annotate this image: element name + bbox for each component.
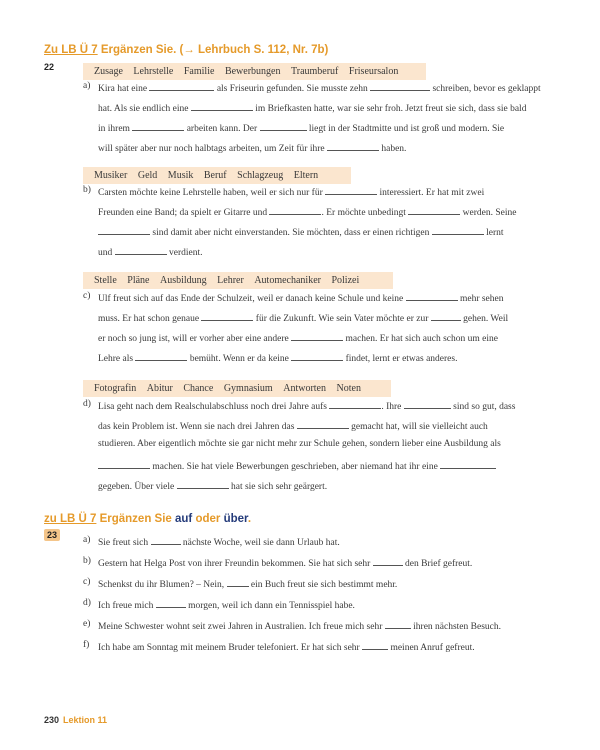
- word-bank-item: Gymnasium: [223, 383, 273, 394]
- text-line: [98, 577, 397, 590]
- blank-gap[interactable]: [373, 556, 403, 566]
- blank-gap[interactable]: [327, 141, 379, 151]
- sentence-text: gemacht hat, will sie vielleicht auch: [348, 422, 488, 432]
- sentence-text: werden. Seine: [460, 208, 517, 218]
- text-line: [98, 331, 498, 344]
- blank-gap[interactable]: [98, 225, 150, 235]
- word-bank: [83, 63, 426, 80]
- blank-gap[interactable]: [149, 81, 214, 91]
- page-footer: [44, 715, 107, 725]
- word-bank-item: Schlagzeug: [237, 170, 284, 181]
- text-line: [98, 311, 508, 324]
- sentence-text: morgen, weil ich dann ein Tennisspiel habe.: [185, 601, 355, 611]
- sentence-text: muss. Er hat schon genaue: [98, 314, 202, 324]
- exercise-instruction-23: Ergänzen Sie: [96, 513, 175, 525]
- item-label: a): [83, 81, 91, 91]
- sentence-text: hat. Als sie endlich eine: [98, 104, 191, 114]
- sentence-text: Lisa geht nach dem Realschulabschluss noch drei Jahre aufs: [98, 402, 330, 412]
- blank-gap[interactable]: [297, 419, 349, 429]
- section-23-heading: [44, 513, 251, 525]
- sentence-text: will später aber nur noch halbtags arbeiten, um Zeit für ihre: [98, 144, 327, 154]
- sentence-text: sind damit aber nicht einverstanden. Sie möchten, dass er einen richtigen: [150, 228, 432, 238]
- word-bank-item: Eltern: [293, 170, 319, 181]
- blank-gap[interactable]: [227, 577, 249, 587]
- text-line: [98, 479, 327, 492]
- sentence-text: arbeiten kann. Der: [184, 124, 260, 134]
- exercise-instruction: Ergänzen Sie. (→ Lehrbuch S. 112, Nr. 7b): [97, 44, 329, 56]
- word-bank-item: Fotografin: [94, 383, 137, 394]
- item-label: c): [83, 577, 91, 587]
- blank-gap[interactable]: [191, 101, 253, 111]
- blank-gap[interactable]: [406, 291, 458, 301]
- sentence-text: den Brief gefreut.: [402, 559, 473, 569]
- sentence-text: sind so gut, dass: [450, 402, 516, 412]
- word-bank-item: Friseursalon: [348, 66, 399, 77]
- word-bank-item: Zusage: [94, 66, 123, 77]
- text-line: [98, 439, 501, 449]
- word-bank-item: Automechaniker: [254, 275, 321, 286]
- sentence-text: Ich freue mich: [98, 601, 156, 611]
- sentence-text: bemüht. Wenn er da keine: [187, 354, 292, 364]
- text-line: [98, 101, 526, 114]
- sentence-text: studieren. Aber eigentlich möchte sie gar nicht mehr zur Schule gehen, sondern lieber eine Ausbildung als: [98, 439, 501, 449]
- item-label: a): [83, 535, 91, 545]
- blank-gap[interactable]: [408, 205, 460, 215]
- text-line: [98, 619, 501, 632]
- sentence-text: haben.: [378, 144, 407, 154]
- sentence-text: Kira hat eine: [98, 84, 150, 94]
- word-bank-item: Antworten: [283, 383, 326, 394]
- text-line: [98, 121, 504, 134]
- sentence-text: nächste Woche, weil sie dann Urlaub hat.: [180, 538, 340, 548]
- word-bank-item: Polizei: [331, 275, 360, 286]
- keyword-oder: oder: [195, 513, 221, 525]
- blank-gap[interactable]: [201, 311, 253, 321]
- sentence-text: lernt: [483, 228, 504, 238]
- text-line: [98, 399, 515, 412]
- sentence-text: interessiert. Er hat mit zwei: [377, 188, 485, 198]
- word-bank-item: Ausbildung: [160, 275, 207, 286]
- blank-gap[interactable]: [329, 399, 381, 409]
- word-bank-item: Musik: [167, 170, 194, 181]
- exercise-number-22: 22: [44, 62, 55, 72]
- blank-gap[interactable]: [291, 331, 343, 341]
- sentence-text: für die Zukunft. Wie sein Vater möchte er zur: [253, 314, 431, 324]
- sentence-text: findet, lernt er etwas anderes.: [343, 354, 458, 364]
- blank-gap[interactable]: [291, 351, 343, 361]
- blank-gap[interactable]: [385, 619, 411, 629]
- word-bank-item: Pläne: [127, 275, 150, 286]
- word-bank-item: Bewerbungen: [224, 66, 281, 77]
- blank-gap[interactable]: [260, 121, 307, 131]
- sentence-text: Schenkst du ihr Blumen? – Nein,: [98, 580, 227, 590]
- sentence-text: . Er möchte unbedingt: [321, 208, 409, 218]
- blank-gap[interactable]: [440, 459, 496, 469]
- item-label: c): [83, 291, 91, 301]
- word-bank-item: Chance: [183, 383, 214, 394]
- item-label: f): [83, 640, 90, 650]
- sentence-text: hat sie sich sehr geärgert.: [228, 482, 328, 492]
- sentence-text: machen. Er hat sich auch schon um eine: [343, 334, 498, 344]
- sentence-text: Sie freut sich: [98, 538, 151, 548]
- lehrbuch-reference-23: zu LB Ü 7: [44, 513, 97, 525]
- word-bank: [83, 380, 391, 397]
- text-line: [98, 185, 484, 198]
- sentence-text: und: [98, 248, 115, 258]
- text-line: [98, 81, 541, 94]
- sentence-text: ein Buch freut sie sich bestimmt mehr.: [248, 580, 398, 590]
- text-line: [98, 245, 203, 258]
- sentence-text: Carsten möchte keine Lehrstelle haben, weil er sich nur für: [98, 188, 326, 198]
- sentence-text: verdient.: [166, 248, 203, 258]
- blank-gap[interactable]: [151, 535, 181, 545]
- word-bank-item: Abitur: [146, 383, 173, 394]
- text-line: [98, 459, 496, 472]
- blank-gap[interactable]: [431, 311, 461, 321]
- sentence-text: Lehre als: [98, 354, 136, 364]
- sentence-text: im Briefkasten hatte, war sie sehr froh. Jetzt freut sie sich, dass sie bald: [252, 104, 527, 114]
- blank-gap[interactable]: [177, 479, 229, 489]
- text-line: [98, 225, 504, 238]
- lehrbuch-reference: Zu LB Ü 7: [44, 44, 98, 56]
- text-line: [98, 291, 504, 304]
- text-line: [98, 141, 406, 154]
- sentence-text: meinen Anruf gefreut.: [388, 643, 475, 653]
- blank-gap[interactable]: [325, 185, 377, 195]
- blank-gap[interactable]: [115, 245, 167, 255]
- sentence-text: Gestern hat Helga Post von ihrer Freundin bekommen. Sie hat sich sehr: [98, 559, 373, 569]
- text-line: [98, 640, 475, 653]
- sentence-text: gegeben. Über viele: [98, 482, 177, 492]
- text-line: [98, 351, 457, 364]
- sentence-text: er noch so jung ist, will er vorher aber eine andere: [98, 334, 292, 344]
- sentence-text: . Ihre: [381, 402, 404, 412]
- sentence-text: in ihrem: [98, 124, 133, 134]
- section-22-heading: [44, 44, 328, 56]
- blank-gap[interactable]: [370, 81, 430, 91]
- keyword-auf: auf: [175, 513, 193, 525]
- word-bank-item: Traumberuf: [290, 66, 339, 77]
- sentence-text: Ich habe am Sonntag mit meinem Bruder telefoniert. Er hat sich sehr: [98, 643, 363, 653]
- blank-gap[interactable]: [156, 598, 186, 608]
- word-bank-item: Lehrer: [217, 275, 244, 286]
- exercise-number-23: 23: [44, 529, 60, 541]
- sentence-text: Meine Schwester wohnt seit zwei Jahren in Australien. Ich freue mich sehr: [98, 622, 385, 632]
- text-line: [98, 535, 340, 548]
- sentence-text: gehen. Weil: [460, 314, 509, 324]
- text-line: [98, 598, 355, 611]
- blank-gap[interactable]: [269, 205, 321, 215]
- word-bank-item: Musiker: [94, 170, 128, 181]
- blank-gap[interactable]: [404, 399, 451, 409]
- sentence-text: als Friseurin gefunden. Sie musste zehn: [214, 84, 371, 94]
- item-label: d): [83, 598, 91, 608]
- heading-period: .: [247, 513, 252, 525]
- item-label: b): [83, 185, 91, 195]
- word-bank: [83, 167, 351, 184]
- text-line: [98, 205, 517, 218]
- sentence-text: ihren nächsten Besuch.: [410, 622, 501, 632]
- item-label: b): [83, 556, 91, 566]
- blank-gap[interactable]: [362, 640, 388, 650]
- sentence-text: machen. Sie hat viele Bewerbungen geschrieben, aber niemand hat ihr eine: [150, 462, 441, 472]
- item-label: d): [83, 399, 91, 409]
- word-bank-item: Geld: [137, 170, 158, 181]
- word-bank-item: Familie: [183, 66, 215, 77]
- word-bank-item: Noten: [336, 383, 361, 394]
- sentence-text: Ulf freut sich auf das Ende der Schulzeit, weil er danach keine Schule und keine: [98, 294, 406, 304]
- keyword-ueber: über: [223, 513, 248, 525]
- word-bank-item: Stelle: [94, 275, 117, 286]
- sentence-text: schreiben, bevor es geklappt: [430, 84, 541, 94]
- sentence-text: mehr sehen: [457, 294, 504, 304]
- lesson-label: Lektion 11: [63, 715, 108, 725]
- text-line: [98, 556, 472, 569]
- page-number: 230: [44, 715, 60, 725]
- word-bank-item: Lehrstelle: [133, 66, 174, 77]
- sentence-text: das kein Problem ist. Wenn sie nach drei Jahren das: [98, 422, 297, 432]
- text-line: [98, 419, 488, 432]
- blank-gap[interactable]: [98, 459, 150, 469]
- word-bank: [83, 272, 393, 289]
- sentence-text: Freunden eine Band; da spielt er Gitarre und: [98, 208, 270, 218]
- blank-gap[interactable]: [432, 225, 484, 235]
- sentence-text: liegt in der Stadtmitte und ist groß und modern. Sie: [306, 124, 505, 134]
- blank-gap[interactable]: [132, 121, 184, 131]
- item-label: e): [83, 619, 91, 629]
- word-bank-item: Beruf: [203, 170, 227, 181]
- blank-gap[interactable]: [135, 351, 187, 361]
